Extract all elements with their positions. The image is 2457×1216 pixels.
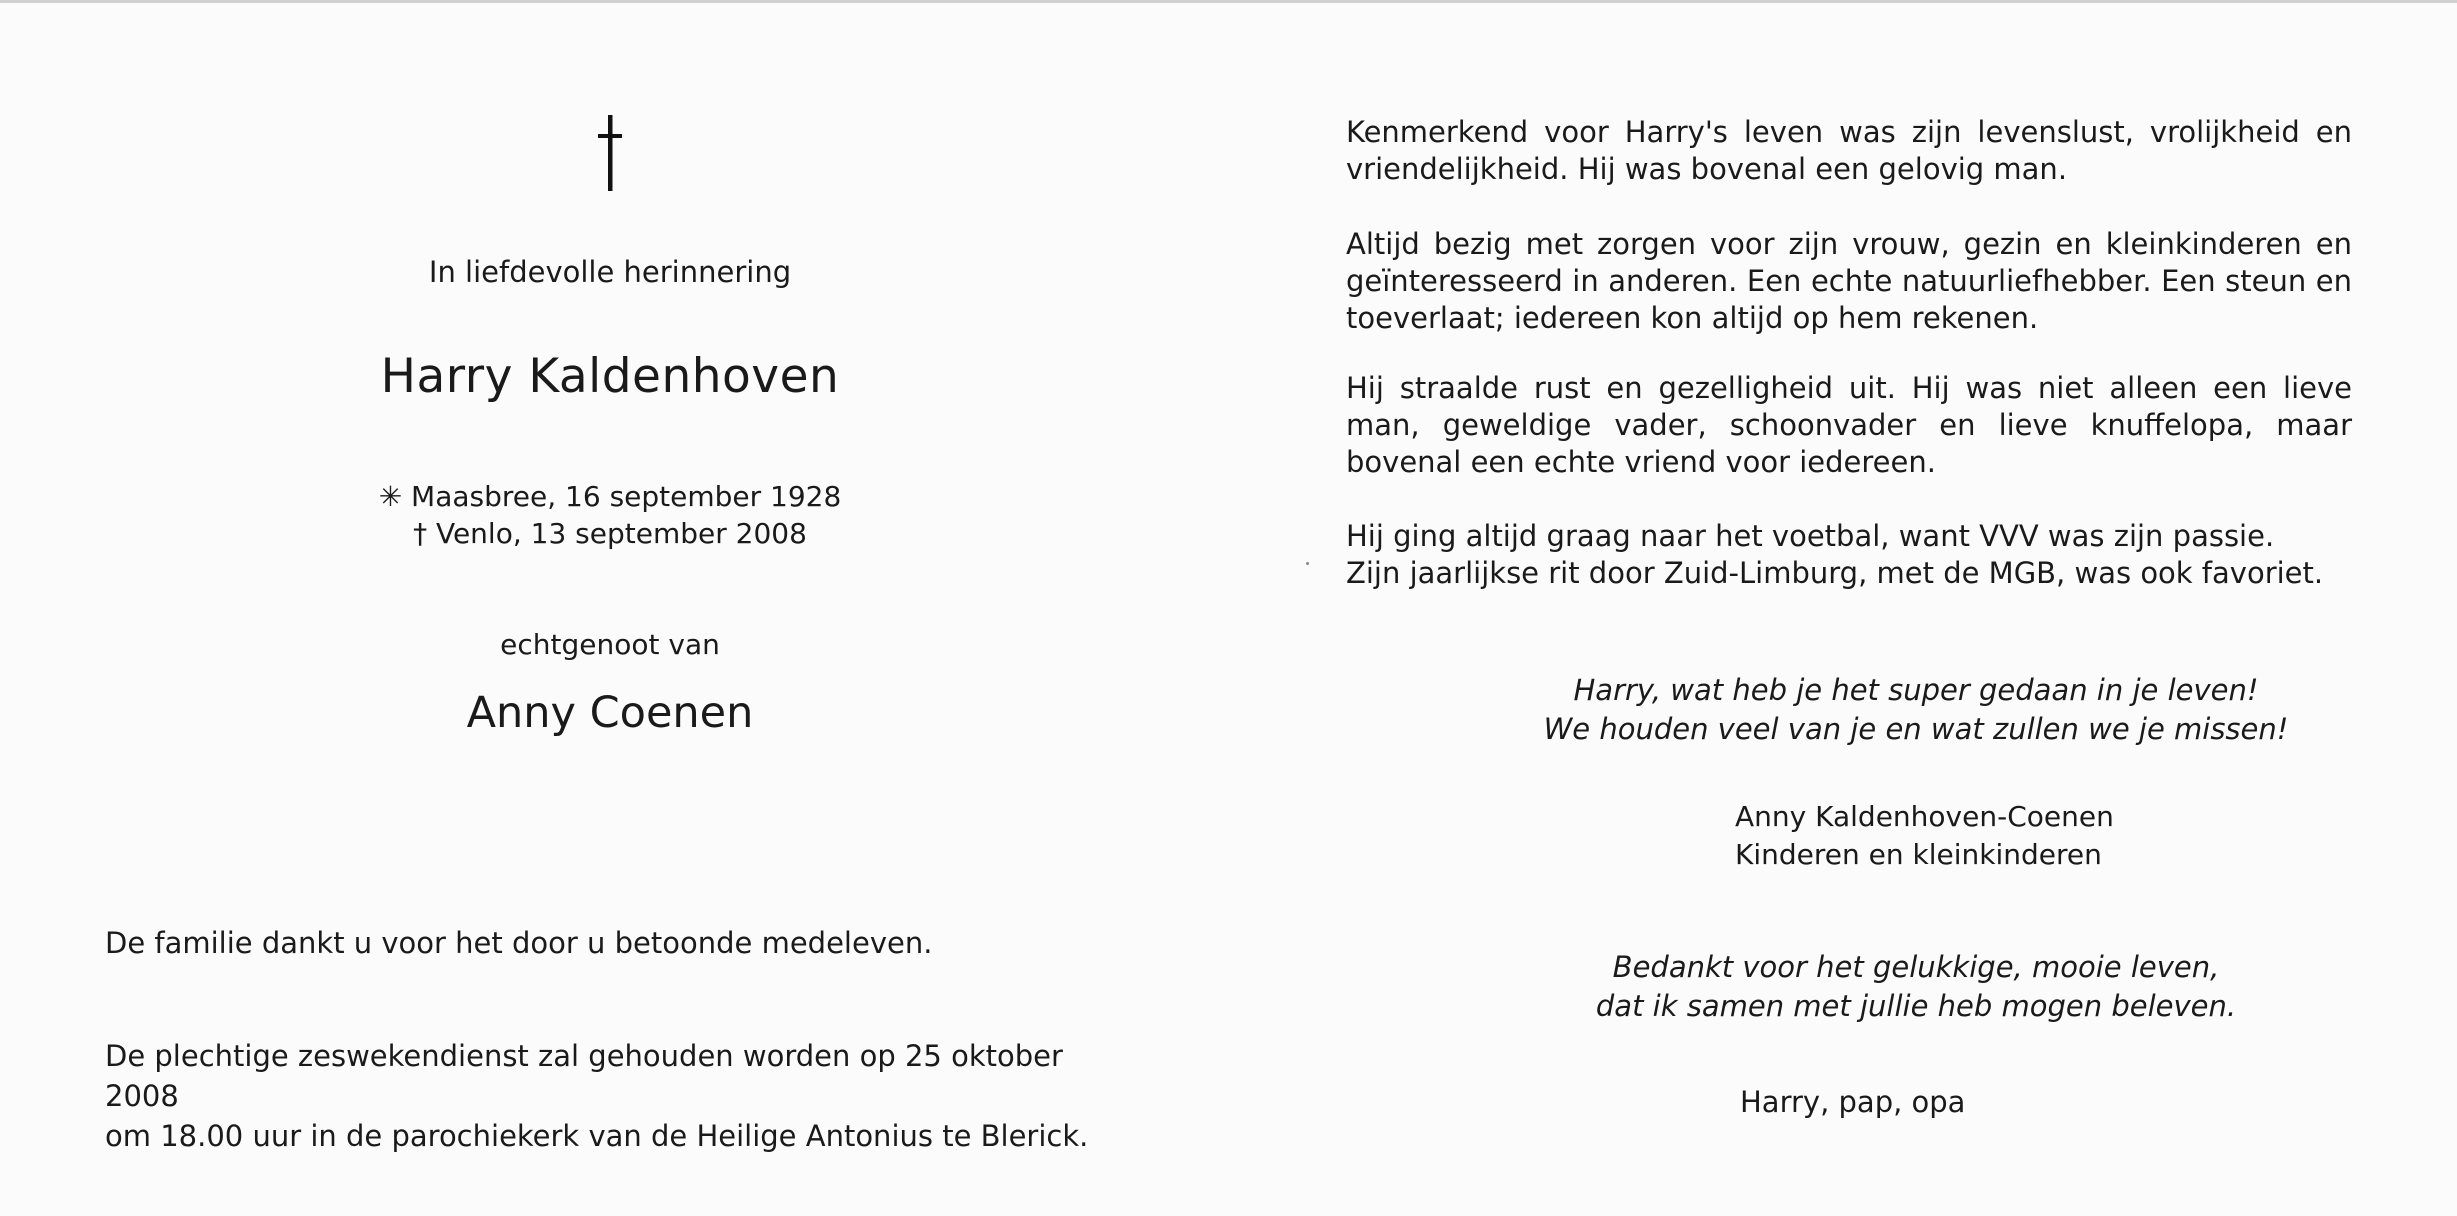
- service-line: om 18.00 uur in de parochiekerk van de Heilige Antonius te Blerick.: [105, 1119, 1089, 1153]
- thanks-text: De familie dankt u voor het door u betoonde medeleven.: [105, 926, 933, 960]
- cross-icon: [560, 115, 660, 205]
- tribute-paragraph-3: Hij straalde rust en gezelligheid uit. Hij was niet alleen een lieve man, geweldige vader, schoonvader en lieve knuffelopa, maar bovenal een echte vriend voor iedereen.: [1346, 371, 2352, 479]
- poem-line: Bedankt voor het gelukkige, mooie leven,: [1612, 950, 2220, 984]
- tribute-line: Hij ging altijd graag naar het voetbal, want VVV was zijn passie.: [1346, 519, 2275, 553]
- poem-line: dat ik samen met jullie heb mogen beleven.: [1595, 989, 2237, 1023]
- signature-line: Anny Kaldenhoven-Coenen: [1735, 800, 2114, 833]
- life-dates: [300, 478, 920, 552]
- family-signature: [1735, 798, 2235, 874]
- family-poem: [1446, 671, 2386, 749]
- service-announcement: [105, 1036, 1135, 1156]
- scan-speck: [1306, 562, 1309, 565]
- tribute-paragraph-4: [1346, 518, 2352, 592]
- spouse-name: Anny Coenen: [466, 688, 754, 738]
- poem-line: We houden veel van je en wat zullen we je missen!: [1543, 712, 2289, 746]
- signature-line: Kinderen en kleinkinderen: [1735, 838, 2102, 871]
- tribute-paragraph-1: Kenmerkend voor Harry's leven was zijn levenslust, vrolijkheid en vriendelijkheid. Hij was bovenal een gelovig man.: [1346, 115, 2352, 186]
- service-line: De plechtige zeswekendienst zal gehouden worden op 25 oktober 2008: [105, 1039, 1063, 1113]
- deceased-name: Harry Kaldenhoven: [380, 349, 840, 404]
- tribute-line: Zijn jaarlijkse rit door Zuid-Limburg, met de MGB, was ook favoriet.: [1346, 556, 2324, 590]
- closing-signature: Harry, pap, opa: [1740, 1085, 1966, 1119]
- farewell-poem: [1446, 948, 2386, 1026]
- death-line: † Venlo, 13 september 2008: [413, 517, 807, 550]
- memorial-card: [0, 3, 2457, 1216]
- birth-line: ✳ Maasbree, 16 september 1928: [378, 480, 842, 513]
- memorial-subtitle: In liefdevolle herinnering: [428, 255, 792, 289]
- poem-line: Harry, wat heb je het super gedaan in je leven!: [1573, 673, 2259, 707]
- tribute-paragraph-2: Altijd bezig met zorgen voor zijn vrouw, gezin en kleinkinderen en geïnteresseerd in anderen. Een echte natuurliefhebber. Een steun en toeverlaat; iedereen kon altijd op hem rekenen.: [1346, 227, 2352, 335]
- spouse-prefix: echtgenoot van: [500, 628, 720, 661]
